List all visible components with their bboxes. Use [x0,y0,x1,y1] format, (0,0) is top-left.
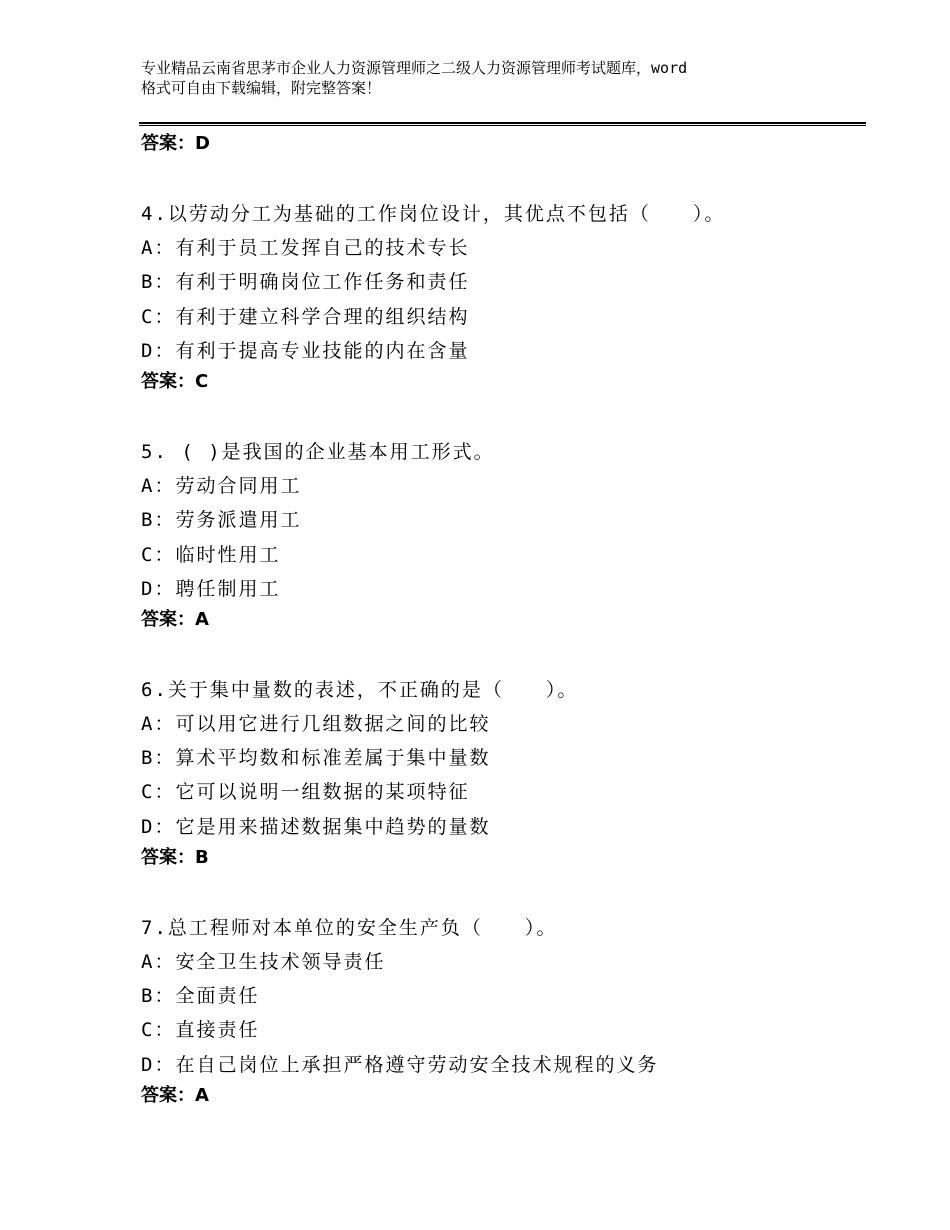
option-c: C：直接责任 [141,1019,260,1042]
option-a: A：可以用它进行几组数据之间的比较 [141,713,491,736]
answer-line: 答案：C [141,370,209,392]
option-a: A：安全卫生技术领导责任 [141,951,386,973]
question-item [141,673,861,872]
option-b: B：算术平均数和标准差属于集中量数 [141,747,491,770]
answer-line: 答案：B [141,846,209,868]
question-item [141,435,861,634]
header-divider [139,122,866,126]
option-b: B：劳务派遣用工 [141,509,302,532]
answer-line: 答案：D [141,133,210,154]
option-a: A：劳动合同用工 [141,475,302,498]
document-header [141,58,841,98]
answer-line: 答案：A [141,608,209,630]
question-stem: 7.总工程师对本单位的安全生产负（ ）。 [141,916,558,939]
option-d: D：它是用来描述数据集中趋势的量数 [141,815,491,838]
option-d: D：在自己岗位上承担严格遵守劳动安全技术规程的义务 [141,1053,659,1076]
question-item [141,197,861,396]
question-stem: 5. ( )是我国的企业基本用工形式。 [141,440,495,463]
header-line-2: 格式可自由下载编辑，附完整答案！ [141,79,382,97]
question-item [141,911,861,1110]
option-b: B：全面责任 [141,985,260,1008]
option-a: A：有利于员工发挥自己的技术专长 [141,237,470,260]
answer-line: 答案：A [141,1084,209,1106]
option-c: C：临时性用工 [141,543,281,566]
option-d: D：有利于提高专业技能的内在含量 [141,339,470,362]
question-stem: 4.以劳动分工为基础的工作岗位设计，其优点不包括（ ）。 [141,203,726,225]
question-list [141,130,861,1110]
option-b: B：有利于明确岗位工作任务和责任 [141,271,470,294]
option-d: D：聘任制用工 [141,577,281,600]
option-c: C：它可以说明一组数据的某项特征 [141,781,470,804]
question-stem: 6.关于集中量数的表述，不正确的是（ ）。 [141,678,579,701]
option-c: C：有利于建立科学合理的组织结构 [141,305,470,328]
header-line-1: 专业精品云南省思茅市企业人力资源管理师之二级人力资源管理师考试题库，word [141,59,688,77]
